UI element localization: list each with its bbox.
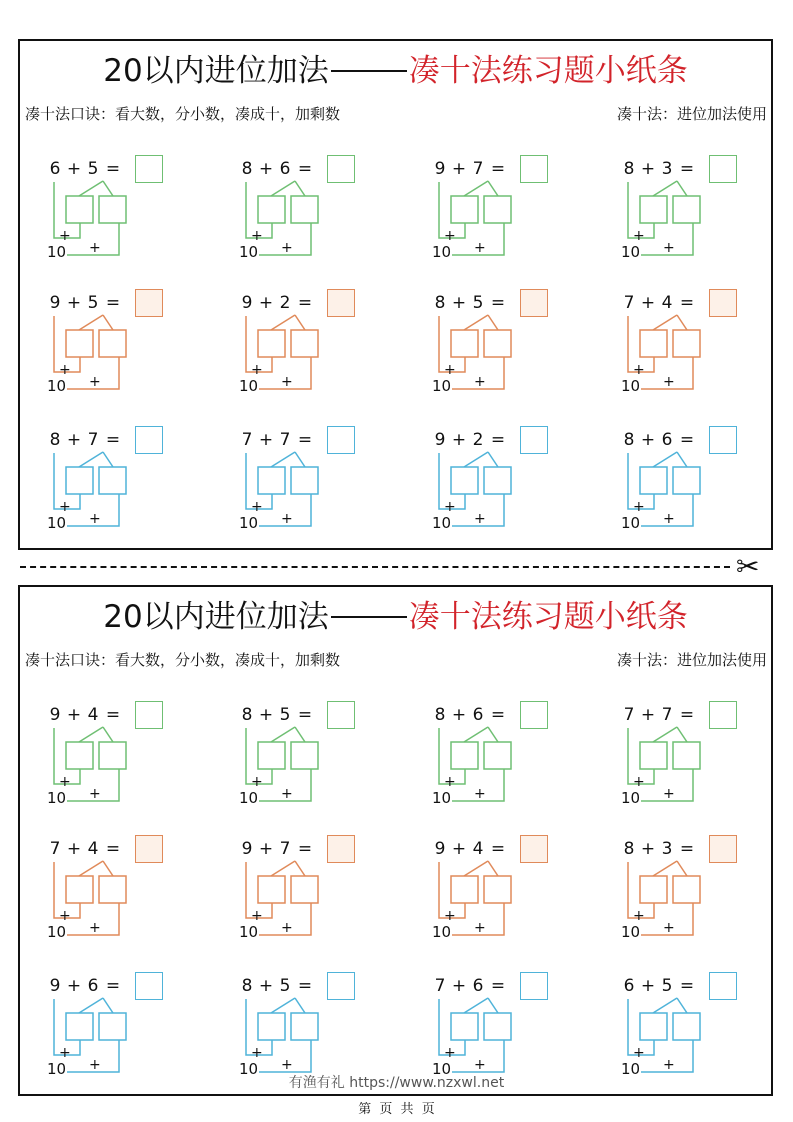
addend-b: 3 <box>661 839 673 859</box>
plus-sign-small: + <box>663 1057 675 1073</box>
equals-sign: = <box>679 839 695 859</box>
plus-sign: + <box>258 976 274 996</box>
ten-label: 10 <box>47 789 67 807</box>
addend-a: 6 <box>623 976 635 996</box>
problem <box>621 288 771 408</box>
scissors-icon: ✂ <box>736 550 760 583</box>
addend-a: 8 <box>434 293 446 313</box>
plus-sign: + <box>640 293 656 313</box>
problem <box>239 288 389 408</box>
method-usage: 凑十法：进位加法使用 <box>616 105 767 123</box>
problem <box>621 834 771 954</box>
addend-a: 6 <box>49 159 61 179</box>
addend-b: 5 <box>661 976 673 996</box>
ten-label: 10 <box>432 243 452 261</box>
addend-b: 6 <box>661 430 673 450</box>
ten-label: 10 <box>239 514 259 532</box>
equals-sign: = <box>297 159 313 179</box>
problem <box>239 425 389 545</box>
ten-label: 10 <box>432 789 452 807</box>
plus-sign: + <box>451 976 467 996</box>
addend-b: 2 <box>279 293 291 313</box>
equals-sign: = <box>297 430 313 450</box>
addend-b: 7 <box>279 430 291 450</box>
addend-a: 8 <box>623 159 635 179</box>
plus-sign-small: + <box>474 920 486 936</box>
plus-sign-small: + <box>59 362 71 378</box>
plus-sign-small: + <box>474 374 486 390</box>
ten-label: 10 <box>47 923 67 941</box>
plus-sign-small: + <box>89 240 101 256</box>
plus-sign-small: + <box>474 786 486 802</box>
addend-b: 2 <box>472 430 484 450</box>
ten-label: 10 <box>621 514 641 532</box>
plus-sign-small: + <box>633 908 645 924</box>
addend-a: 9 <box>49 293 61 313</box>
plus-sign-small: + <box>633 228 645 244</box>
addend-a: 9 <box>49 705 61 725</box>
plus-sign: + <box>66 293 82 313</box>
ten-label: 10 <box>47 514 67 532</box>
addend-b: 6 <box>87 976 99 996</box>
equals-sign: = <box>490 430 506 450</box>
problem <box>47 700 197 820</box>
plus-sign-small: + <box>444 362 456 378</box>
plus-sign-small: + <box>663 374 675 390</box>
ten-label: 10 <box>621 243 641 261</box>
problem <box>621 425 771 545</box>
plus-sign-small: + <box>59 908 71 924</box>
watermark: 有渔有礼 https://www.nzxwl.net <box>288 1075 505 1091</box>
plus-sign-small: + <box>633 774 645 790</box>
addend-b: 7 <box>472 159 484 179</box>
problem <box>621 700 771 820</box>
plus-sign: + <box>66 839 82 859</box>
title-dash <box>331 70 407 72</box>
problem <box>432 834 582 954</box>
addend-a: 9 <box>434 159 446 179</box>
plus-sign-small: + <box>59 499 71 515</box>
addend-a: 7 <box>49 839 61 859</box>
problem <box>239 154 389 274</box>
ten-label: 10 <box>432 923 452 941</box>
problem <box>47 154 197 274</box>
addend-b: 4 <box>661 293 673 313</box>
problem <box>432 700 582 820</box>
addend-b: 5 <box>472 293 484 313</box>
addend-a: 9 <box>241 839 253 859</box>
addend-a: 8 <box>434 705 446 725</box>
addend-a: 9 <box>434 430 446 450</box>
ten-label: 10 <box>621 377 641 395</box>
addend-b: 6 <box>472 705 484 725</box>
plus-sign: + <box>640 430 656 450</box>
addend-a: 8 <box>49 430 61 450</box>
plus-sign-small: + <box>474 1057 486 1073</box>
cut-line <box>20 566 730 568</box>
plus-sign: + <box>640 705 656 725</box>
plus-sign: + <box>451 705 467 725</box>
addend-a: 7 <box>623 293 635 313</box>
addend-a: 7 <box>434 976 446 996</box>
equals-sign: = <box>490 705 506 725</box>
problem <box>432 425 582 545</box>
equals-sign: = <box>297 976 313 996</box>
problem <box>239 834 389 954</box>
plus-sign: + <box>640 159 656 179</box>
sheet-title <box>20 595 771 639</box>
ten-label: 10 <box>432 514 452 532</box>
plus-sign-small: + <box>281 1057 293 1073</box>
plus-sign-small: + <box>281 920 293 936</box>
plus-sign-small: + <box>251 499 263 515</box>
ten-label: 10 <box>239 1060 259 1078</box>
addend-a: 8 <box>623 839 635 859</box>
equals-sign: = <box>297 293 313 313</box>
equals-sign: = <box>297 705 313 725</box>
plus-sign: + <box>451 839 467 859</box>
plus-sign-small: + <box>444 499 456 515</box>
equals-sign: = <box>105 430 121 450</box>
addend-b: 7 <box>661 705 673 725</box>
page-footer: 第 页 共 页 <box>358 1102 435 1117</box>
addend-b: 4 <box>87 705 99 725</box>
title-prefix: 20以内进位加法 <box>103 53 329 89</box>
equals-sign: = <box>490 293 506 313</box>
plus-sign-small: + <box>663 786 675 802</box>
ten-label: 10 <box>432 377 452 395</box>
method-usage: 凑十法：进位加法使用 <box>616 651 767 669</box>
equals-sign: = <box>490 976 506 996</box>
equals-sign: = <box>105 839 121 859</box>
ten-label: 10 <box>47 243 67 261</box>
plus-sign-small: + <box>474 511 486 527</box>
problem <box>47 834 197 954</box>
addend-b: 7 <box>279 839 291 859</box>
ten-label: 10 <box>239 243 259 261</box>
plus-sign-small: + <box>251 774 263 790</box>
plus-sign: + <box>640 976 656 996</box>
plus-sign-small: + <box>663 920 675 936</box>
plus-sign-small: + <box>251 908 263 924</box>
equals-sign: = <box>679 293 695 313</box>
equals-sign: = <box>297 839 313 859</box>
ten-label: 10 <box>621 923 641 941</box>
plus-sign-small: + <box>444 228 456 244</box>
addend-b: 5 <box>87 159 99 179</box>
plus-sign-small: + <box>89 1057 101 1073</box>
addend-b: 6 <box>472 976 484 996</box>
plus-sign: + <box>258 839 274 859</box>
method-rhyme: 凑十法口诀：看大数，分小数，凑成十，加剩数 <box>25 105 341 123</box>
worksheet-top <box>18 39 773 550</box>
title-suffix: 凑十法练习题小纸条 <box>408 599 688 635</box>
plus-sign-small: + <box>633 1045 645 1061</box>
title-dash <box>331 616 407 618</box>
plus-sign-small: + <box>633 499 645 515</box>
addend-a: 8 <box>241 976 253 996</box>
addend-a: 9 <box>241 293 253 313</box>
ten-label: 10 <box>47 1060 67 1078</box>
addend-b: 3 <box>661 159 673 179</box>
method-rhyme: 凑十法口诀：看大数，分小数，凑成十，加剩数 <box>25 651 341 669</box>
plus-sign-small: + <box>474 240 486 256</box>
plus-sign: + <box>258 430 274 450</box>
plus-sign: + <box>258 705 274 725</box>
equals-sign: = <box>105 293 121 313</box>
addend-a: 7 <box>241 430 253 450</box>
addend-a: 8 <box>241 159 253 179</box>
problem <box>432 288 582 408</box>
plus-sign-small: + <box>251 1045 263 1061</box>
worksheet-bottom <box>18 585 773 1096</box>
plus-sign-small: + <box>89 374 101 390</box>
title-suffix: 凑十法练习题小纸条 <box>408 53 688 89</box>
plus-sign-small: + <box>663 240 675 256</box>
ten-label: 10 <box>621 1060 641 1078</box>
addend-b: 7 <box>87 430 99 450</box>
plus-sign: + <box>640 839 656 859</box>
addend-a: 9 <box>49 976 61 996</box>
ten-label: 10 <box>239 377 259 395</box>
addend-b: 5 <box>279 976 291 996</box>
plus-sign-small: + <box>281 786 293 802</box>
plus-sign-small: + <box>633 362 645 378</box>
plus-sign-small: + <box>444 1045 456 1061</box>
equals-sign: = <box>679 976 695 996</box>
plus-sign: + <box>258 159 274 179</box>
equals-sign: = <box>679 705 695 725</box>
plus-sign: + <box>451 159 467 179</box>
plus-sign-small: + <box>281 240 293 256</box>
ten-label: 10 <box>432 1060 452 1078</box>
addend-b: 5 <box>87 293 99 313</box>
ten-label: 10 <box>621 789 641 807</box>
plus-sign-small: + <box>444 774 456 790</box>
equals-sign: = <box>105 705 121 725</box>
problem <box>432 154 582 274</box>
equals-sign: = <box>105 976 121 996</box>
addend-b: 5 <box>279 705 291 725</box>
plus-sign-small: + <box>251 362 263 378</box>
plus-sign: + <box>66 430 82 450</box>
ten-label: 10 <box>239 789 259 807</box>
addend-b: 4 <box>87 839 99 859</box>
plus-sign-small: + <box>281 511 293 527</box>
addend-a: 9 <box>434 839 446 859</box>
plus-sign: + <box>66 705 82 725</box>
sheet-title <box>20 49 771 93</box>
addend-a: 8 <box>623 430 635 450</box>
problem <box>47 425 197 545</box>
plus-sign-small: + <box>59 774 71 790</box>
plus-sign-small: + <box>89 920 101 936</box>
equals-sign: = <box>490 159 506 179</box>
problem <box>621 154 771 274</box>
plus-sign-small: + <box>663 511 675 527</box>
plus-sign: + <box>66 976 82 996</box>
equals-sign: = <box>105 159 121 179</box>
plus-sign: + <box>451 430 467 450</box>
plus-sign-small: + <box>89 511 101 527</box>
problem <box>47 288 197 408</box>
plus-sign: + <box>66 159 82 179</box>
plus-sign-small: + <box>59 1045 71 1061</box>
plus-sign-small: + <box>281 374 293 390</box>
addend-b: 4 <box>472 839 484 859</box>
addend-a: 8 <box>241 705 253 725</box>
equals-sign: = <box>490 839 506 859</box>
ten-label: 10 <box>47 377 67 395</box>
ten-label: 10 <box>239 923 259 941</box>
plus-sign-small: + <box>444 908 456 924</box>
plus-sign-small: + <box>89 786 101 802</box>
addend-b: 6 <box>279 159 291 179</box>
equals-sign: = <box>679 159 695 179</box>
equals-sign: = <box>679 430 695 450</box>
plus-sign: + <box>258 293 274 313</box>
title-prefix: 20以内进位加法 <box>103 599 329 635</box>
plus-sign: + <box>451 293 467 313</box>
plus-sign-small: + <box>251 228 263 244</box>
plus-sign-small: + <box>59 228 71 244</box>
problem <box>239 700 389 820</box>
addend-a: 7 <box>623 705 635 725</box>
